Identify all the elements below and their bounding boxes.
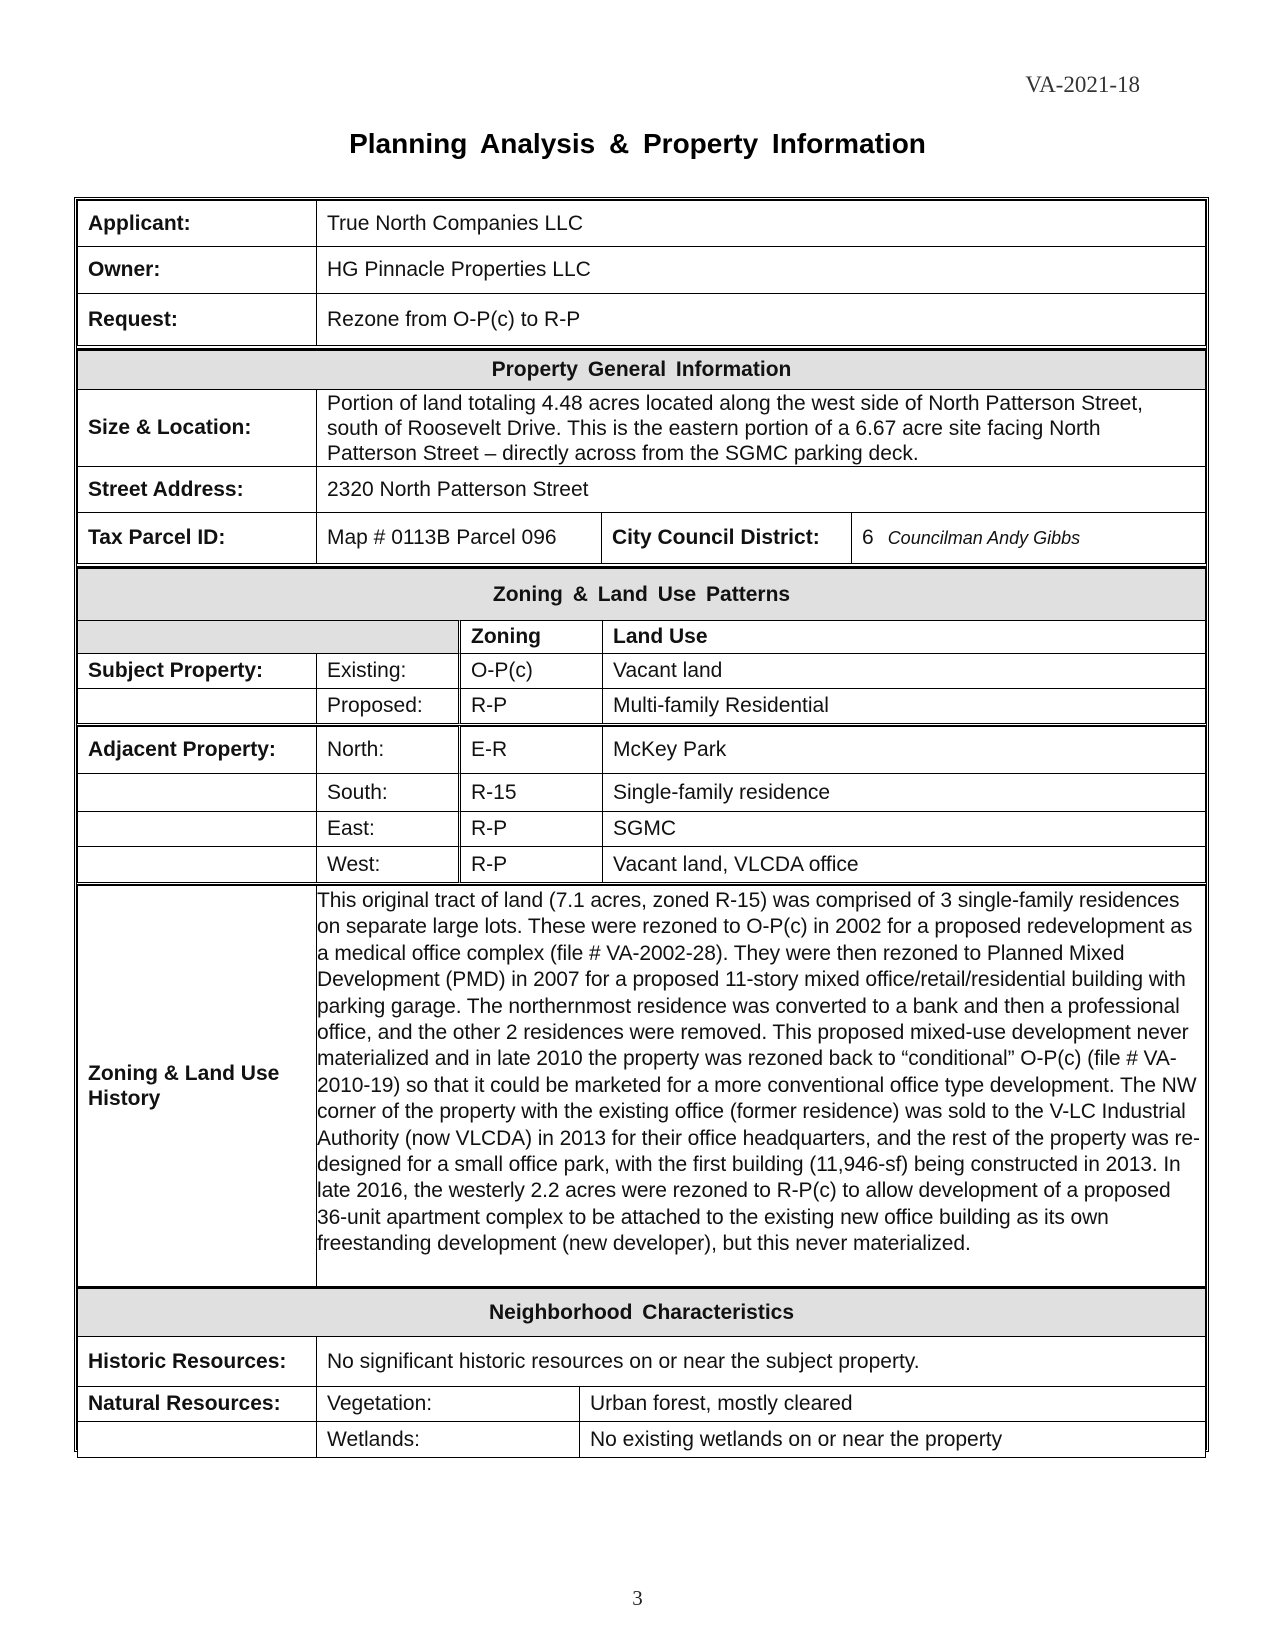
- subject-existing-zoning: O-P(c): [458, 653, 603, 689]
- district-number: 6: [862, 526, 874, 549]
- size-location-value: Portion of land totaling 4.48 acres located along the west side of North Patterson Street, south of Roosevelt Drive. This is the eastern portion of a 6.67 acre site facing North Patterson Street – directly across from the SGMC parking deck.: [316, 389, 1206, 467]
- adjacent-south-zoning: R-15: [458, 773, 603, 812]
- subject-existing-kind: Existing:: [316, 653, 459, 689]
- adjacent-north-dir: North:: [316, 725, 459, 774]
- applicant-value: True North Companies LLC: [316, 200, 1206, 247]
- adjacent-east-use: SGMC: [602, 811, 1206, 847]
- adjacent-north-zoning: E-R: [458, 725, 603, 774]
- adjacent-east-dir: East:: [316, 811, 459, 847]
- landuse-column-header: Land Use: [602, 620, 1206, 654]
- historic-resources-label: Historic Resources:: [77, 1336, 317, 1387]
- natural-blank-cell: [77, 1421, 317, 1458]
- adjacent-south-dir: South:: [316, 773, 459, 812]
- tax-parcel-value: Map # 0113B Parcel 096: [316, 512, 602, 564]
- document-id: VA-2021-18: [1025, 72, 1140, 97]
- zoning-header-blank: [77, 620, 459, 654]
- adjacent-west-use: Vacant land, VLCDA office: [602, 846, 1206, 883]
- owner-value: HG Pinnacle Properties LLC: [316, 246, 1206, 294]
- wetlands-kind: Wetlands:: [316, 1421, 580, 1458]
- council-district-value: [851, 512, 1206, 564]
- property-info-table: [74, 197, 1209, 1452]
- vegetation-kind: Vegetation:: [316, 1386, 580, 1422]
- general-info-heading: Property General Information: [77, 348, 1206, 390]
- subject-blank-cell: [77, 688, 317, 724]
- subject-proposed-use: Multi-family Residential: [602, 688, 1206, 724]
- street-address-label: Street Address:: [77, 466, 317, 513]
- neighborhood-heading: Neighborhood Characteristics: [77, 1287, 1206, 1337]
- adjacent-west-zoning: R-P: [458, 846, 603, 883]
- zoning-heading: Zoning & Land Use Patterns: [77, 566, 1206, 621]
- adjacent-blank-cell: [77, 811, 317, 847]
- page-number: 3: [632, 1586, 643, 1610]
- street-address-value: 2320 North Patterson Street: [316, 466, 1206, 513]
- size-location-label: Size & Location:: [77, 389, 317, 467]
- subject-existing-use: Vacant land: [602, 653, 1206, 689]
- subject-proposed-zoning: R-P: [458, 688, 603, 724]
- adjacent-south-use: Single-family residence: [602, 773, 1206, 812]
- natural-resources-label: Natural Resources:: [77, 1386, 317, 1422]
- subject-proposed-kind: Proposed:: [316, 688, 459, 724]
- owner-label: Owner:: [77, 246, 317, 294]
- vegetation-value: Urban forest, mostly cleared: [579, 1386, 1206, 1422]
- adjacent-property-label: Adjacent Property:: [77, 725, 317, 774]
- history-text: This original tract of land (7.1 acres, zoned R-15) was comprised of 3 single-family residences on separate large lots. These were rezoned to O-P(c) in 2002 for a proposed redevelopment as a medical office complex (file # VA-2002-28). They were then rezoned to Planned Mixed Development (PMD) in 2007 for a proposed 11-story mixed office/retail/residential building with parking garage. The northernmost residence was converted to a bank and then a professional office, and the other 2 residences were removed. This proposed mixed-use development never materialized and in late 2010 the property was rezoned back to “conditional” O-P(c) (file # VA-2010-19) so that it could be marketed for a more conventional office type development. The NW corner of the property with the existing office (former residence) was sold to the V-LC Industrial Authority (now VLCDA) in 2013 for their office headquarters, and the rest of the property was re-designed for a small office park, with the first building (11,946-sf) being constructed in 2013. In late 2016, the westerly 2.2 acres were rezoned to R-P(c) to allow development of a proposed 36-unit apartment complex to be attached to the existing new office building as its own freestanding development (new developer), but this never materialized.: [316, 884, 1206, 1287]
- adjacent-blank-cell: [77, 773, 317, 812]
- applicant-label: Applicant:: [77, 200, 317, 247]
- adjacent-blank-cell: [77, 846, 317, 883]
- zoning-column-header: Zoning: [458, 620, 603, 654]
- page-title: Planning Analysis & Property Information: [349, 128, 926, 159]
- wetlands-value: No existing wetlands on or near the property: [579, 1421, 1206, 1458]
- adjacent-west-dir: West:: [316, 846, 459, 883]
- history-label: Zoning & Land Use History: [77, 884, 317, 1287]
- adjacent-north-use: McKey Park: [602, 725, 1206, 774]
- request-value: Rezone from O-P(c) to R-P: [316, 293, 1206, 346]
- subject-property-label: Subject Property:: [77, 653, 317, 689]
- adjacent-east-zoning: R-P: [458, 811, 603, 847]
- historic-resources-value: No significant historic resources on or near the subject property.: [316, 1336, 1206, 1387]
- council-member: Councilman Andy Gibbs: [887, 528, 1081, 548]
- council-district-label: City Council District:: [601, 512, 852, 564]
- request-label: Request:: [77, 293, 317, 346]
- tax-parcel-label: Tax Parcel ID:: [77, 512, 317, 564]
